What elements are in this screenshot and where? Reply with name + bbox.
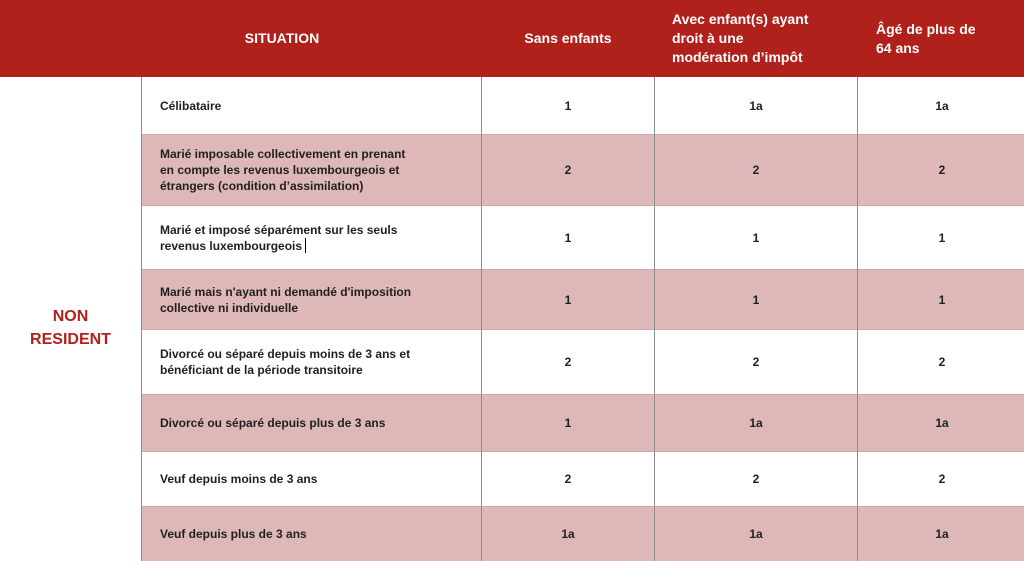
avec-enfants-cell: 1a xyxy=(749,527,763,541)
avec-enfants-cell: 1 xyxy=(752,230,760,245)
table-row xyxy=(141,270,1024,329)
age-cell: 1a xyxy=(935,416,949,430)
table-header xyxy=(0,0,1024,77)
sans-enfants-cell: 1 xyxy=(564,98,572,113)
table-row xyxy=(141,77,1024,134)
header-sans-enfants: Sans enfants xyxy=(524,30,612,46)
sans-enfants-cell: 2 xyxy=(564,355,572,369)
table-row xyxy=(141,507,1024,561)
avec-enfants-cell: 1 xyxy=(752,292,760,307)
table-row xyxy=(141,452,1024,506)
situation-text: Marié et imposé séparément sur les seuls revenus luxembourgeois xyxy=(160,222,398,253)
column-divider xyxy=(654,77,655,561)
age-cell: 1a xyxy=(935,98,949,113)
situation-cell xyxy=(160,222,460,254)
situation-cell: Célibataire xyxy=(160,98,222,113)
table-row xyxy=(141,330,1024,394)
column-divider xyxy=(481,77,482,561)
table-row xyxy=(141,135,1024,205)
age-cell: 2 xyxy=(938,355,946,369)
column-divider xyxy=(141,77,142,561)
situation-cell: Marié imposable collectivement en prenant en compte les revenus luxembourgeois et étrangers (condition d’assimilation) xyxy=(160,147,406,193)
sans-enfants-cell: 2 xyxy=(564,163,572,177)
text-cursor xyxy=(305,238,306,253)
sans-enfants-cell: 2 xyxy=(564,472,572,486)
age-cell: 1 xyxy=(938,292,946,307)
table-row xyxy=(141,395,1024,451)
avec-enfants-cell: 2 xyxy=(752,472,760,486)
table-row xyxy=(141,206,1024,269)
situation-cell: Marié mais n'ayant ni demandé d'imposition collective ni individuelle xyxy=(160,284,412,315)
situation-cell: Divorcé ou séparé depuis plus de 3 ans xyxy=(160,416,386,430)
avec-enfants-cell: 1a xyxy=(749,98,763,113)
situation-cell: Veuf depuis moins de 3 ans xyxy=(160,472,318,486)
header-avec-enfants: Avec enfant(s) ayant droit à une modération d’impôt xyxy=(672,11,809,65)
situation-cell: Divorcé ou séparé depuis moins de 3 ans et bénéficiant de la période transitoire xyxy=(160,347,411,377)
sans-enfants-cell: 1 xyxy=(564,416,572,430)
header-age: Âgé de plus de 64 ans xyxy=(876,20,976,56)
avec-enfants-cell: 1a xyxy=(749,416,763,430)
sans-enfants-cell: 1a xyxy=(561,527,575,541)
avec-enfants-cell: 2 xyxy=(752,355,760,369)
header-situation: SITUATION xyxy=(244,30,320,46)
column-divider xyxy=(857,77,858,561)
avec-enfants-cell: 2 xyxy=(752,163,760,177)
age-cell: 1a xyxy=(935,527,949,541)
age-cell: 2 xyxy=(938,163,946,177)
non-resident-label: NON RESIDENT xyxy=(30,308,111,348)
sans-enfants-cell: 1 xyxy=(564,292,572,307)
age-cell: 1 xyxy=(938,230,946,245)
sans-enfants-cell: 1 xyxy=(564,230,572,245)
situation-cell: Veuf depuis plus de 3 ans xyxy=(160,527,307,541)
age-cell: 2 xyxy=(938,472,946,486)
